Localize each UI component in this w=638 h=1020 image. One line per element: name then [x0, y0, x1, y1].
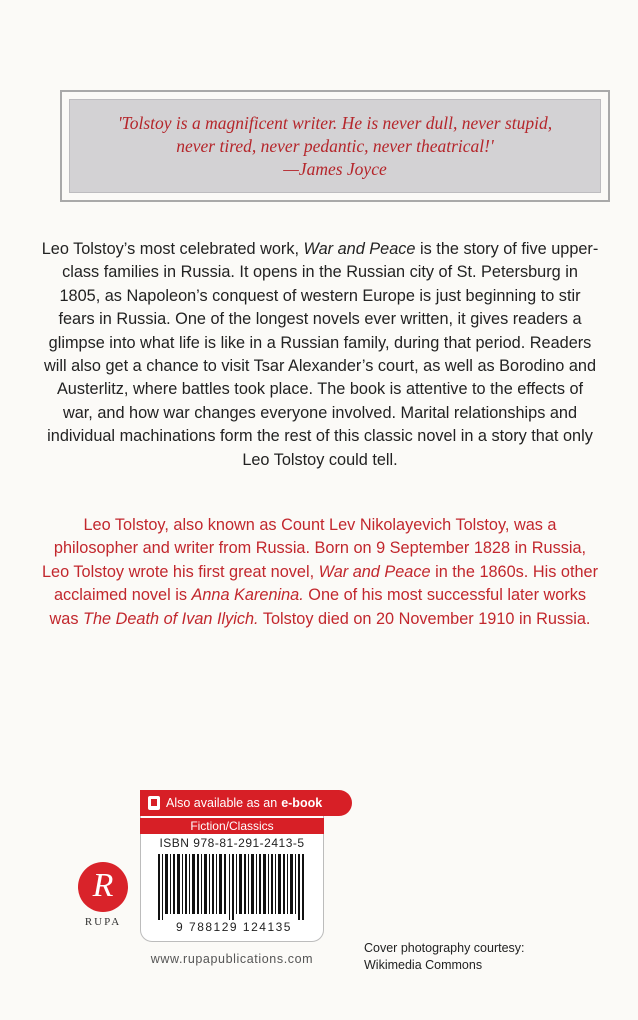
barcode-number: 9 788129 124135	[176, 920, 292, 934]
bio-part-3: One of his most successful later works was	[49, 586, 587, 628]
ebook-label: Also available as an	[166, 796, 278, 810]
rupa-logo-icon	[78, 862, 128, 912]
bio-part-4: Tolstoy died on 20 November 1910 in Russia.	[258, 609, 591, 628]
photo-credit	[364, 940, 584, 974]
publisher-name: RUPA	[84, 916, 122, 928]
quote-panel	[69, 99, 601, 193]
synopsis-title: War and Peace	[303, 240, 416, 258]
isbn-text: ISBN 978-81-291-2413-5	[159, 836, 305, 850]
quote-line-1: 'Tolstoy is a magnificent writer. He is never dull, never stupid,	[117, 112, 553, 133]
barcode-icon	[158, 854, 306, 920]
author-bio	[40, 514, 600, 631]
category-band: Fiction/Classics	[140, 818, 324, 834]
credit-line-1: Cover photography courtesy:	[364, 941, 525, 955]
quote-line-2: never tired, never pedantic, never theatrical!'	[176, 135, 494, 156]
publisher-website: www.rupapublications.com	[150, 952, 314, 966]
bio-title-3: The Death of Ivan Ilyich.	[83, 609, 259, 628]
quote-author: —James Joyce	[283, 158, 387, 179]
ebook-icon	[148, 796, 160, 810]
ebook-badge	[140, 790, 352, 816]
synopsis-part-1: Leo Tolstoy’s most celebrated work,	[41, 240, 304, 258]
bio-title-1: War and Peace	[318, 562, 431, 581]
synopsis-part-2: is the story of five upper-class families in Russia. It opens in the Russian city of St. Petersburg in 1805, as Napoleon’s conquest of western Europe is just beginning to stir fears in Russia. One of the longest novels ever written, it gives readers a glimpse into what life is like in a Russian family, during that period. Readers will also get a chance to visit Tsar Alexander’s court, as well as Borodino and Austerlitz, where battles took place. The book is attentive to the effects of war, and how war changes everyone involved. Marital relationships and individual machinations form the rest of this classic novel in a story that only Leo Tolstoy could tell.	[43, 240, 599, 469]
ebook-label-bold: e-book	[281, 796, 323, 810]
synopsis-text	[40, 238, 600, 472]
synopsis-paragraph	[40, 238, 600, 472]
bio-title-2: Anna Karenina.	[191, 586, 304, 605]
bio-part-2: in the 1860s. His other acclaimed novel is	[53, 562, 598, 605]
quote-box	[60, 90, 610, 202]
logo-letter: R	[92, 867, 114, 904]
credit-line-2: Wikimedia Commons	[364, 958, 483, 972]
bio-paragraph	[40, 514, 600, 631]
bio-part-1: Leo Tolstoy, also known as Count Lev Nikolayevich Tolstoy, was a philosopher and writer from Russia. Born on 9 September 1828 in Russia, Leo Tolstoy wrote his first great novel,	[42, 516, 587, 581]
